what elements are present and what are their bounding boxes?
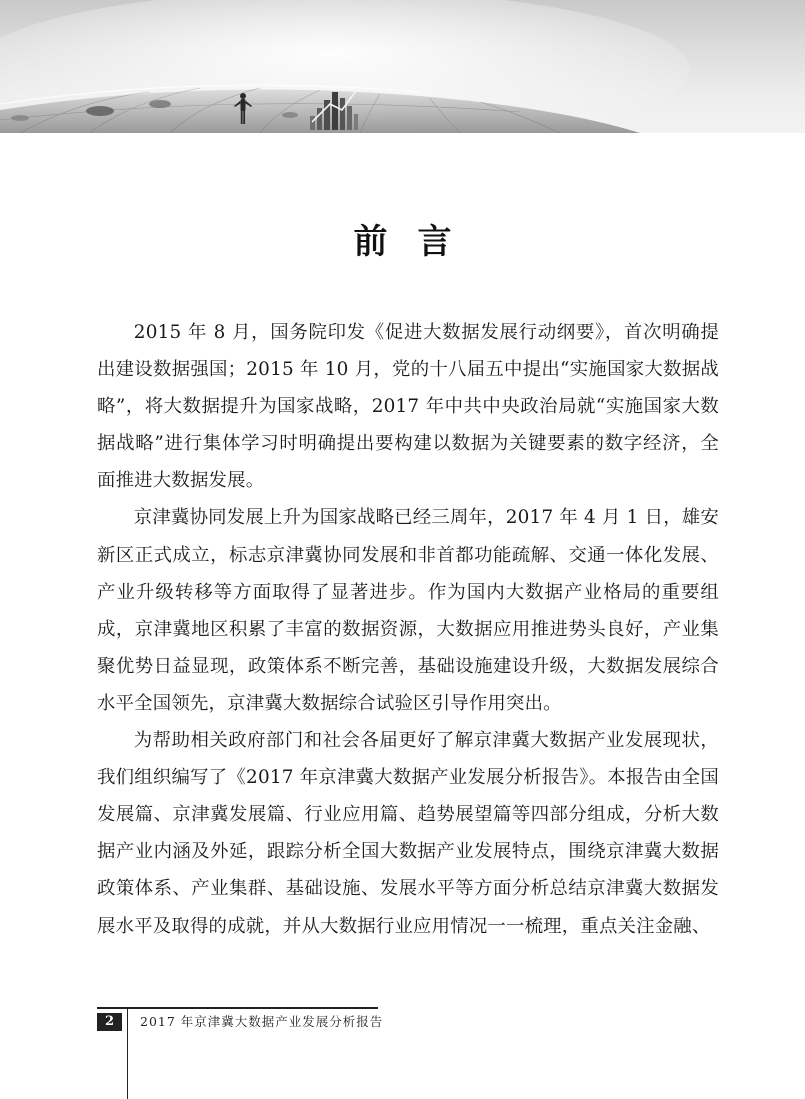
page-title: 前言: [353, 222, 482, 262]
header-illustration: [0, 0, 805, 133]
running-head: 2017 年京津冀大数据产业发展分析报告: [140, 1014, 384, 1029]
footer-rule: [97, 1007, 378, 1009]
paragraph-2: 京津冀协同发展上升为国家战略已经三周年，2017 年 4 月 1 日，雄安新区正式成立，标志京津冀协同发展和非首都功能疏解、交通一体化发展、产业升级转移等方面取得了显著进步。作为国内大数据产业格局的重要组成，京津冀地区积累了丰富的数据资源，大数据应用推进势头良好，产业集聚优势日益显现，政策体系不断完善，基础设施建设升级，大数据发展综合水平全国领先，京津冀大数据综合试验区引导作用突出。: [97, 507, 719, 714]
paragraph-3: 为帮助相关政府部门和社会各届更好了解京津冀大数据产业发展现状，我们组织编写了《2017 年京津冀大数据产业发展分析报告》。本报告由全国发展篇、京津冀发展篇、行业应用篇、趋势展望篇等四部分组成，分析大数据产业内涵及外延，跟踪分析全国大数据产业发展特点，围绕京津冀大数据政策体系、产业集群、基础设施、发展水平等方面分析总结京津冀大数据发展水平及取得的成就，并从大数据行业应用情况一一梳理，重点关注金融、: [97, 730, 719, 937]
header-banner: [0, 0, 805, 133]
body-text: [97, 314, 719, 945]
paragraph-1: 2015 年 8 月，国务院印发《促进大数据发展行动纲要》，首次明确提出建设数据强国；2015 年 10 月，党的十八届五中提出“实施国家大数据战略”，将大数据提升为国家战略，2017 年中共中央政治局就“实施国家大数据战略”进行集体学习时明确提出要构建以数据为关键要素的数字经济，全面推进大数据发展。: [97, 322, 719, 492]
footer-divider: [127, 1009, 128, 1099]
page-number: 2: [97, 1013, 122, 1031]
